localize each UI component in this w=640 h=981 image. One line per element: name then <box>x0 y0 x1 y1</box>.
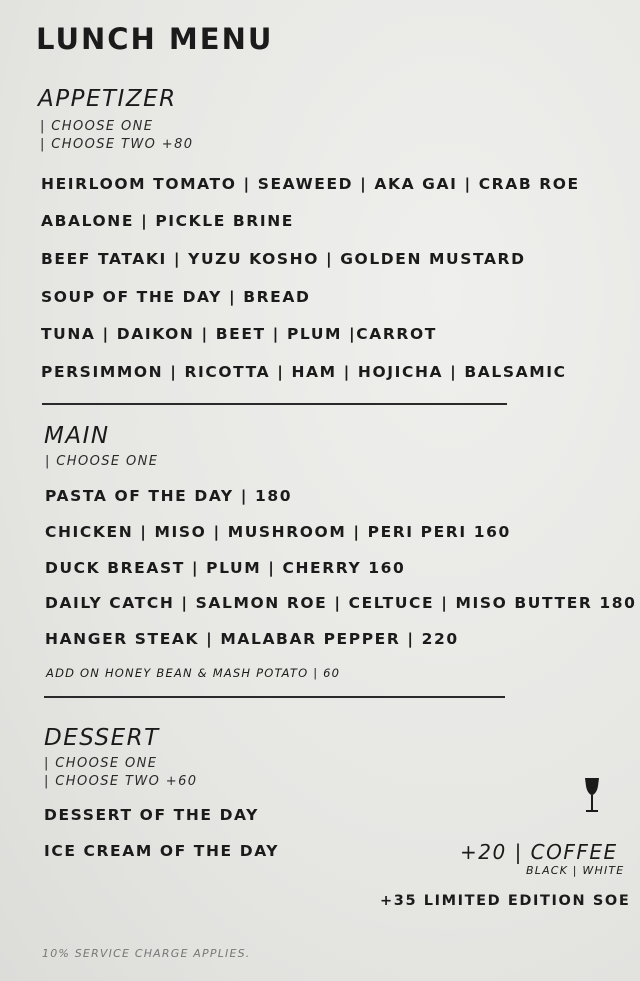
main-item: PASTA OF THE DAY | 180 <box>45 487 293 505</box>
page-title: LUNCH MENU <box>36 22 274 56</box>
appetizer-heading: APPETIZER <box>38 86 177 112</box>
appetizer-item: BEEF TATAKI | YUZU KOSHO | GOLDEN MUSTARD <box>41 250 526 268</box>
wine-glass-icon <box>580 776 604 816</box>
main-note: | CHOOSE ONE <box>45 454 159 469</box>
appetizer-item: ABALONE | PICKLE BRINE <box>41 212 294 230</box>
dessert-note-one: | CHOOSE ONE <box>44 756 158 771</box>
coffee-label: +20 | COFFEE <box>460 840 618 864</box>
main-item: DUCK BREAST | PLUM | CHERRY 160 <box>45 559 406 577</box>
appetizer-note-two: | CHOOSE TWO +80 <box>40 137 194 152</box>
divider <box>44 696 505 698</box>
appetizer-note-one: | CHOOSE ONE <box>40 119 154 134</box>
dessert-item: ICE CREAM OF THE DAY <box>44 842 280 860</box>
appetizer-item: SOUP OF THE DAY | BREAD <box>41 288 311 306</box>
dessert-heading: DESSERT <box>44 725 160 751</box>
main-item: HANGER STEAK | MALABAR PEPPER | 220 <box>45 630 459 648</box>
appetizer-item: HEIRLOOM TOMATO | SEAWEED | AKA GAI | CRAB ROE <box>41 175 580 193</box>
dessert-item: DESSERT OF THE DAY <box>44 806 259 824</box>
appetizer-item: PERSIMMON | RICOTTA | HAM | HOJICHA | BALSAMIC <box>41 363 567 381</box>
main-item: CHICKEN | MISO | MUSHROOM | PERI PERI 160 <box>45 523 511 541</box>
main-item: DAILY CATCH | SALMON ROE | CELTUCE | MISO BUTTER 180 <box>45 594 637 612</box>
appetizer-item: TUNA | DAIKON | BEET | PLUM |CARROT <box>41 325 437 343</box>
coffee-options: BLACK | WHITE <box>526 864 625 877</box>
soe-addon: +35 LIMITED EDITION SOE <box>380 893 631 909</box>
dessert-note-two: | CHOOSE TWO +60 <box>44 774 198 789</box>
main-addon: ADD ON HONEY BEAN & MASH POTATO | 60 <box>46 666 341 680</box>
main-heading: MAIN <box>44 423 110 449</box>
divider <box>42 403 507 405</box>
service-charge-note: 10% SERVICE CHARGE APPLIES. <box>42 947 251 960</box>
